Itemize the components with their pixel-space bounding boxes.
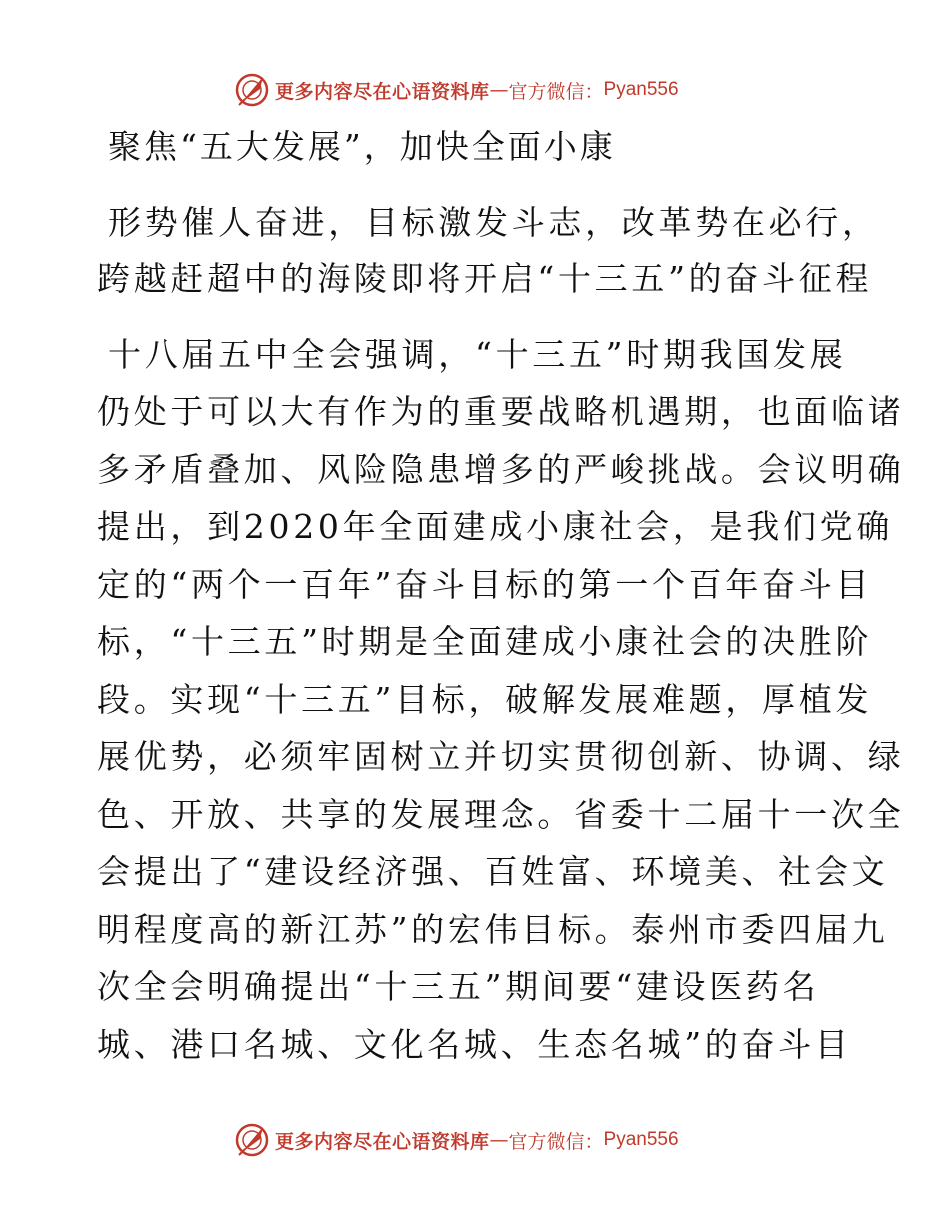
- body-line: 多矛盾叠加、风险隐患增多的严峻挑战。会议明确: [97, 450, 905, 489]
- banner-wechat-id: Pyan556: [603, 1129, 679, 1150]
- banner-text: 更多内容尽在心语资料库: [275, 1130, 490, 1153]
- body-line: 色、开放、共享的发展理念。省委十二届十一次全: [97, 795, 905, 834]
- banner-wechat-label: 官方微信：: [508, 80, 604, 103]
- banner-dash: —: [489, 1129, 509, 1151]
- quill-logo-icon: [233, 1121, 271, 1159]
- body-line: 定的“两个一百年”奋斗目标的第一个百年奋斗目: [97, 565, 873, 604]
- body-line: 次全会明确提出“十三五”期间要“建设医药名: [97, 967, 820, 1006]
- page-title: 聚焦“五大发展”，加快全面小康: [108, 127, 616, 166]
- body-line: 提出，到2020年全面建成小康社会，是我们党确: [97, 507, 894, 546]
- body-line: 仍处于可以大有作为的重要战略机遇期，也面临诸: [97, 392, 905, 431]
- body-line: 会提出了“建设经济强、百姓富、环境美、社会文: [97, 852, 889, 891]
- body-line: 明程度高的新江苏”的宏伟目标。泰州市委四届九: [97, 910, 889, 949]
- banner-dash: —: [489, 79, 509, 101]
- body-line: 城、港口名城、文化名城、生态名城”的奋斗目: [97, 1025, 852, 1064]
- banner-wechat-label: 官方微信：: [508, 1130, 604, 1153]
- banner-text: 更多内容尽在心语资料库: [275, 80, 490, 103]
- body-line: 段。实现“十三五”目标，破解发展难题，厚植发: [97, 680, 873, 719]
- quill-logo-icon: [233, 71, 271, 109]
- subtitle-line: 形势催人奋进，目标激发斗志，改革势在必行，: [108, 203, 879, 242]
- body-line: 展优势，必须牢固树立并切实贯彻创新、协调、绿: [97, 737, 905, 776]
- body-line: 标，“十三五”时期是全面建成小康社会的决胜阶: [97, 622, 873, 661]
- body-line: 十八届五中全会强调，“十三五”时期我国发展: [108, 335, 847, 374]
- subtitle-line: 跨越赶超中的海陵即将开启“十三五”的奋斗征程: [97, 259, 873, 298]
- banner-wechat-id: Pyan556: [603, 79, 679, 100]
- header-watermark: [233, 70, 679, 110]
- footer-watermark: [233, 1120, 679, 1160]
